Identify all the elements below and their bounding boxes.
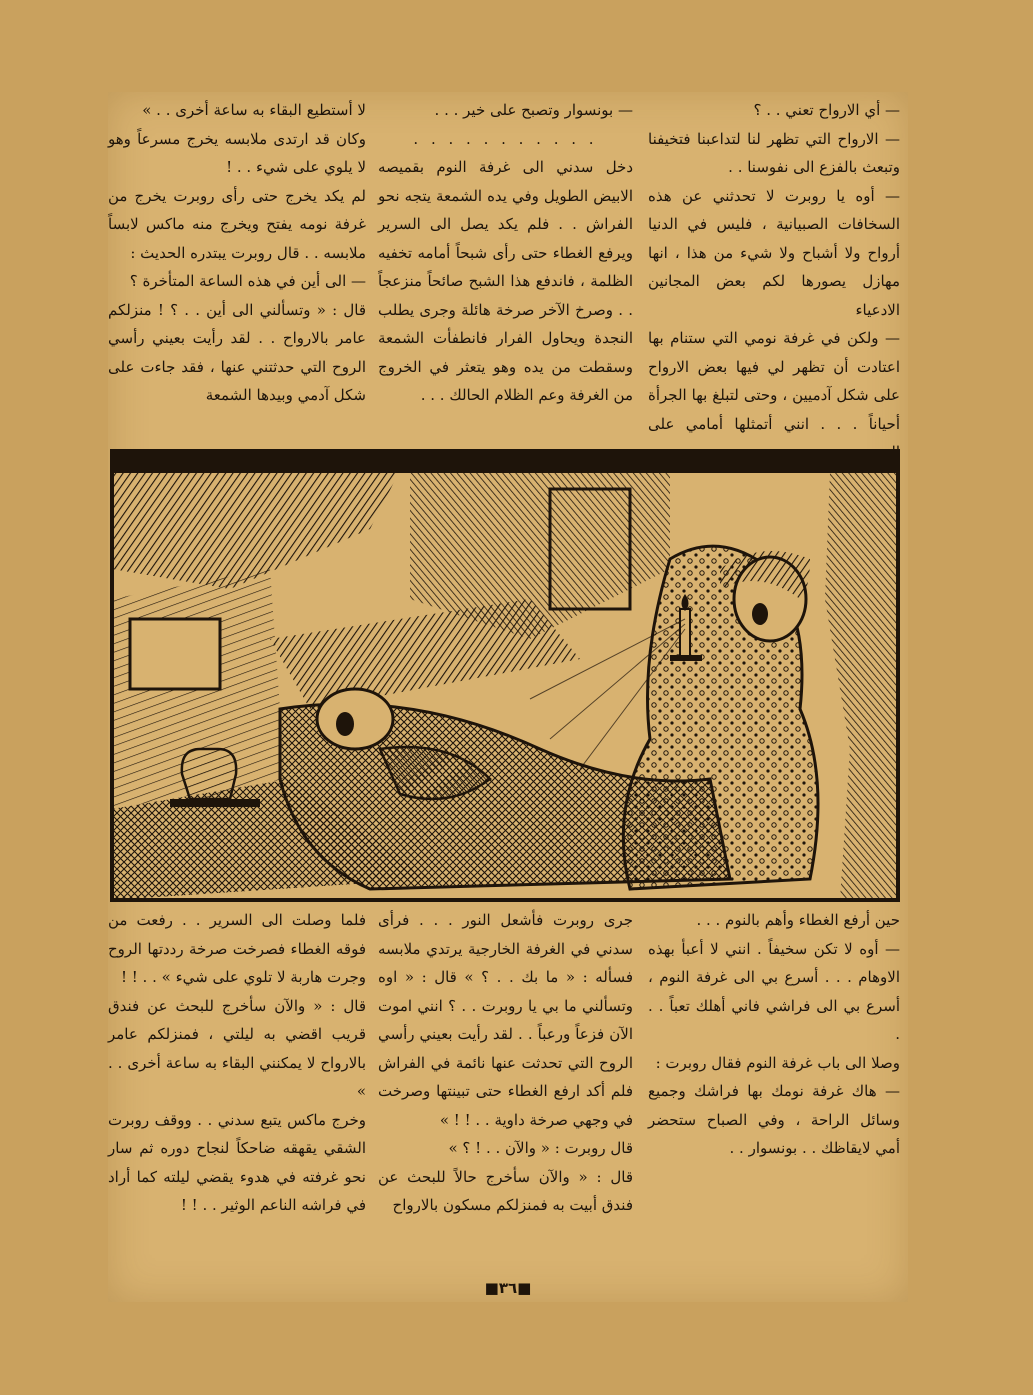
text-column-bottom-left — [108, 906, 366, 1276]
page-number: ■٣٦■ — [484, 1279, 532, 1297]
scene-break: . . . . . . . . . . . — [413, 129, 598, 148]
text-column-bottom-middle — [378, 906, 633, 1276]
paragraph: — أوه يا روبرت لا تحدثني عن هذه السخافات الصبيانية ، فليس في الدنيا أرواح ولا أشباح ولا شيء من هذا ، انها مهازل يصورها لكم بعض المجانين الادعياء — [648, 186, 900, 319]
text-column-top-right — [648, 96, 900, 442]
paragraph: — هاك غرفة نومك بها فراشك وجميع وسائل الراحة ، وفي الصباح ستحضر أمي لايقاظك . . بونسوار . . — [648, 1082, 900, 1157]
paragraph: — الى أين في هذه الساعة المتأخرة ؟ — [129, 272, 366, 290]
magazine-page — [108, 92, 908, 1302]
paragraph: فلما وصلت الى السرير . . رفعت من فوقه الغطاء فصرخت صرخة رددتها الروح وجرت هاربة لا تلوي على شيء » . . ! ! — [108, 911, 366, 986]
paragraph: — الارواح التي تظهر لنا لتداعبنا فتخيفنا وتبعث بالفزع الى نفوسنا . . — [648, 129, 900, 176]
paragraph: — أوه لا تكن سخيفاً . انني لا أعبأ بهذه الاوهام . . . أسرع بي الى غرفة النوم ، أسرع بي الى فراشي فاني أهلك تعباً . . . — [648, 939, 900, 1043]
text-column-top-left — [108, 96, 366, 442]
paragraph: قال : « وتسألني الى أين . . ؟ ! منزلكم عامر بالارواح . . لقد رأيت بعيني رأسي الروح التي حدثتني عنها ، فقد جاءت على شكل آدمي وبيدها الشمعة — [108, 300, 366, 404]
paragraph: — أي الارواح تعني . . ؟ — [753, 101, 900, 119]
paragraph: — بونسوار وتصبح على خير . . . — [434, 101, 633, 119]
paragraph: — ولكن في غرفة نومي التي ستنام بها اعتادت أن تظهر لي فيها بعض الارواح على شكل آدميين ، وحتى لتبلغ بها الجرأة أحياناً . . . انني أتمثلها أمامي على — [648, 329, 900, 433]
bedroom-scene-illustration — [110, 449, 900, 902]
paragraph: حين أرفع الغطاء وأهم بالنوم . . . — [696, 911, 900, 929]
illustration — [110, 449, 900, 902]
text-column-bottom-right — [648, 906, 900, 1276]
paragraph: لم يكد يخرج حتى رأى روبرت يخرج من غرفة نومه يفتح ويخرج منه ماكس لابساً ملابسه . . قال روبرت يبتدره الحديث : — [108, 186, 366, 262]
text-column-top-middle — [378, 96, 633, 442]
paragraph: قال : « والآن سأخرج حالاً للبحث عن فندق أبيت به فمنزلكم مسكون بالارواح — [378, 1167, 633, 1214]
paragraph: دخل سدني الى غرفة النوم بقميصه الابيض الطويل وفي يده الشمعة يتجه نحو الفراش . . فلم يكد يصل الى السرير ويرفع الغطاء حتى رأى شبحاً أمامه تخفيه الظلمة ، فاندفع هذا الشبح صائحاً منزعجاً . . وصرخ الآخر صرخة هائلة وجرى يطلب النجدة ويحاول الفرار فانطفأت الشمعة وسقطت من يده وهو يتعثر في الخروج من الغرفة وعم الظلام الحالك . . . — [378, 158, 633, 404]
paragraph: جرى روبرت فأشعل النور . . . فرأى سدني في الغرفة الخارجية يرتدي ملابسه فسأله : « ما بك . . ؟ » قال : « اوه وتسألني ما بي يا روبرت . . ؟ انني اموت الآن فزعاً ورعباً . . لقد رأيت بعيني رأسي الروح التي تحدثت عنها نائمة في الفراش فلم أكد ارفع الغطاء حتى تبينتها وصرخت في وجهي صرخة داوية . . ! ! » — [378, 911, 633, 1129]
paragraph: وخرج ماكس يتبع سدني . . ووقف روبرت الشقي يقهقه ضاحكاً لنجاح دوره ثم سار نحو غرفته في هدوء يقضي ليلته كما أراد في فراشه الناعم الوثير . . ! ! — [108, 1110, 366, 1214]
paragraph: قال روبرت : « والآن . . ! ؟ » — [448, 1139, 633, 1157]
paragraph: قال : « والآن سأخرج للبحث عن فندق قريب اقضي به ليلتي ، فمنزلكم عامر بالارواح لا يمكنني البقاء به ساعة أخرى . . » — [108, 996, 366, 1100]
paragraph: وكان قد ارتدى ملابسه يخرج مسرعاً وهو لا يلوي على شيء . . ! — [108, 129, 366, 176]
paragraph: لا أستطيع البقاء به ساعة أخرى . . » — [142, 101, 366, 119]
paragraph: وصلا الى باب غرفة النوم فقال روبرت : — [655, 1053, 900, 1072]
